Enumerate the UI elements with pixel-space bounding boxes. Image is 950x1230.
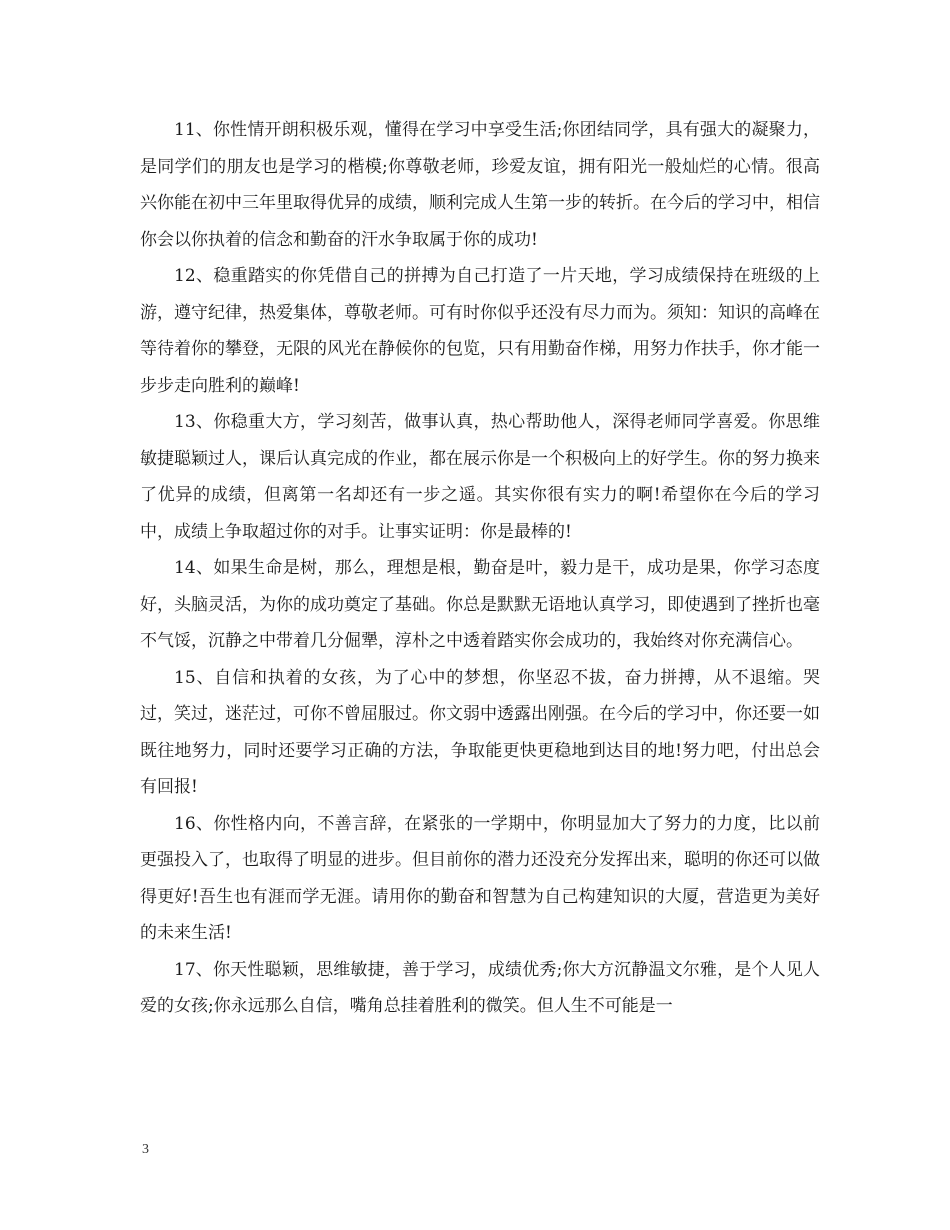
paragraph-13: 13、你稳重大方，学习刻苦，做事认真，热心帮助他人，深得老师同学喜爱。你思维敏捷聪颖过人，课后认真完成的作业，都在展示你是一个积极向上的好学生。你的努力换来了优异的成绩，但离第一名却还有一步之遥。其实你很有实力的啊!希望你在今后的学习中，成绩上争取超过你的对手。让事实证明：你是最棒的! xyxy=(140,412,820,542)
paragraph-14: 14、如果生命是树，那么，理想是根，勤奋是叶，毅力是干，成功是果，你学习态度好，头脑灵活，为你的成功奠定了基础。你总是默默无语地认真学习，即使遇到了挫折也毫不气馁，沉静之中带着几分倔犟，淳朴之中透着踏实你会成功的，我始终对你充满信心。 xyxy=(140,558,820,651)
paragraph-17: 17、你天性聪颖，思维敏捷，善于学习，成绩优秀;你大方沉静温文尔雅，是个人见人爱的女孩;你永远那么自信，嘴角总挂着胜利的微笑。但人生不可能是一 xyxy=(140,959,820,1016)
page-number: 3 xyxy=(142,1142,149,1157)
body-text xyxy=(140,112,820,1025)
paragraph-12: 12、稳重踏实的你凭借自己的拼搏为自己打造了一片天地，学习成绩保持在班级的上游，遵守纪律，热爱集体，尊敬老师。可有时你似乎还没有尽力而为。须知：知识的高峰在等待着你的攀登，无限的风光在静候你的包览，只有用勤奋作梯，用努力作扶手，你才能一步步走向胜利的巅峰! xyxy=(140,266,820,396)
paragraph-15: 15、自信和执着的女孩，为了心中的梦想，你坚忍不拔，奋力拼搏，从不退缩。哭过，笑过，迷茫过，可你不曾屈服过。你文弱中透露出刚强。在今后的学习中，你还要一如既往地努力，同时还要学习正确的方法，争取能更快更稳地到达目的地!努力吧，付出总会有回报! xyxy=(140,667,820,797)
paragraph-16: 16、你性格内向，不善言辞，在紧张的一学期中，你明显加大了努力的力度，比以前更强投入了，也取得了明显的进步。但目前你的潜力还没充分发挥出来，聪明的你还可以做得更好!吾生也有涯而学无涯。请用你的勤奋和智慧为自己构建知识的大厦，营造更为美好的未来生活! xyxy=(140,813,820,943)
paragraph-11: 11、你性情开朗积极乐观，懂得在学习中享受生活;你团结同学，具有强大的凝聚力，是同学们的朋友也是学习的楷模;你尊敬老师，珍爱友谊，拥有阳光一般灿烂的心情。很高兴你能在初中三年里取得优异的成绩，顺利完成人生第一步的转折。在今后的学习中，相信你会以你执着的信念和勤奋的汗水争取属于你的成功! xyxy=(140,120,820,250)
